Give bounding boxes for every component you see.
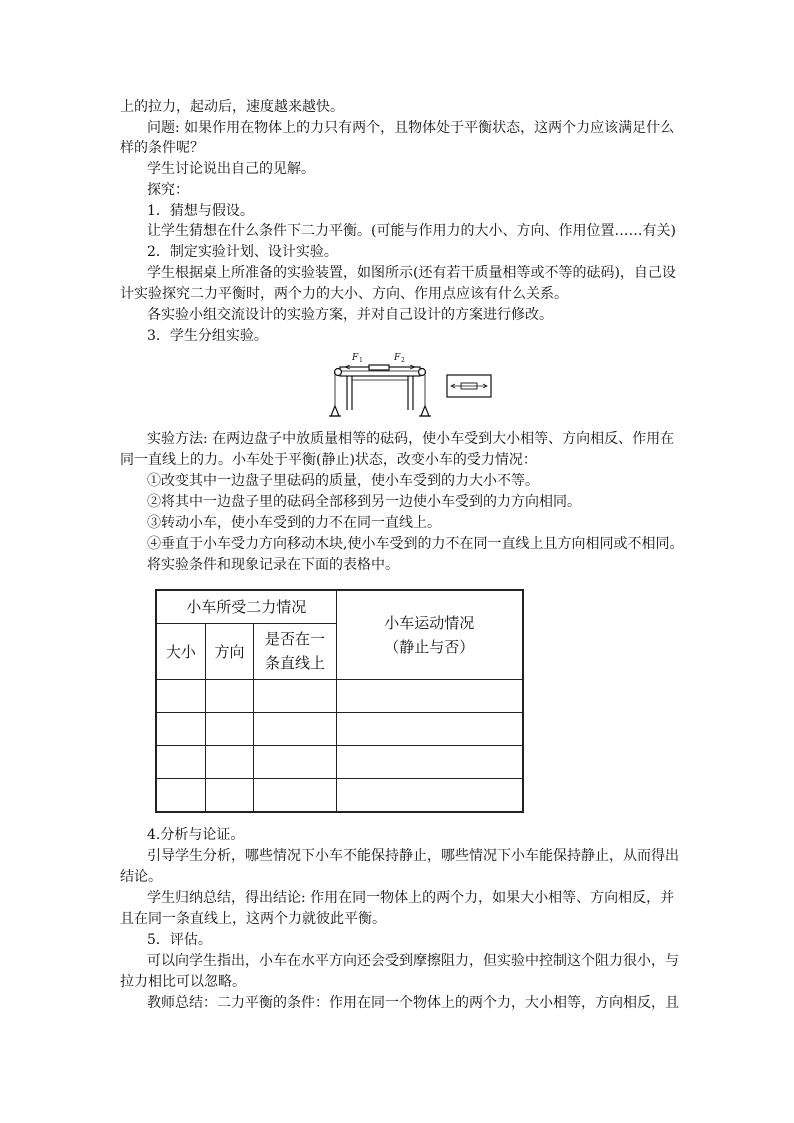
table-row: [156, 745, 523, 778]
force-label-f1-sub: 1: [359, 357, 363, 364]
table-cell: [205, 679, 254, 712]
table-cell: [156, 679, 205, 712]
list-item: ①改变其中一边盘子里砝码的质量，使小车受到的力大小不等。: [147, 473, 539, 489]
table-cell: [205, 778, 254, 812]
step-heading: 3．学生分组实验。: [147, 328, 268, 344]
list-item: ②将其中一边盘子里的砝码全部移到另一边使小车受到的力方向相同。: [147, 494, 581, 510]
force-label-f2-sub: 2: [401, 357, 405, 364]
paragraph: 上的拉力，起动后，速度越来越快。: [120, 99, 344, 115]
paragraph: 可以向学生指出，小车在水平方向还会受到摩擦阻力，但实验中控制这个阻力很小，与: [147, 953, 679, 969]
paragraph: 计实验探究二力平衡时，两个力的大小、方向、作用点应该有什么关系。: [120, 286, 568, 302]
force-label-f1: F: [352, 353, 359, 363]
force-label-f2: F: [394, 353, 401, 363]
table-cell: [156, 745, 205, 778]
paragraph: 同一直线上的力。小车处于平衡(静止)状态，改变小车的受力情况：: [120, 452, 537, 468]
section-label: 探究：: [147, 182, 189, 198]
record-table: [155, 589, 524, 813]
paragraph: 且在同一条直线上，这两个力就彼此平衡。: [120, 911, 386, 927]
table-header-size: 大小: [156, 623, 205, 679]
paragraph: 实验方法: 在两边盘子中放质量相等的砝码，使小车受到大小相等、方向相反、作用在: [147, 431, 675, 447]
paragraph: 引导学生分析，哪些情况下小车不能保持静止，哪些情况下小车能保持静止，从而得出: [147, 848, 679, 864]
table-cell: [254, 745, 336, 778]
table-row: [156, 679, 523, 712]
step-heading: 5．评估。: [147, 932, 212, 948]
table-header-motion-line1: 小车运动情况: [384, 613, 475, 632]
table-cell: [254, 712, 336, 745]
table-cell: [156, 712, 205, 745]
table-cell: [205, 712, 254, 745]
paragraph: 学生归纳总结，得出结论: 作用在同一物体上的两个力，如果大小相等、方向相反，并: [147, 890, 675, 906]
paragraph: 学生根据桌上所准备的实验装置，如图所示(还有若干质量相等或不等的砝码)，自己设: [147, 265, 676, 281]
table-cell: [336, 679, 523, 712]
paragraph: 结论。: [120, 869, 162, 885]
table-cell: [254, 679, 336, 712]
paragraph: 教师总结：二力平衡的条件：作用在同一个物体上的两个力，大小相等，方向相反，且: [147, 995, 679, 1011]
table-row: [156, 778, 523, 812]
table-cell: [156, 778, 205, 812]
table-header-line-1: 是否在一: [264, 630, 325, 648]
table-header-motion: [336, 590, 523, 679]
table-header-direction: 方向: [205, 623, 254, 679]
list-item: ④垂直于小车受力方向移动木块,使小车受到的力不在同一直线上且方向相同或不相同。: [147, 536, 684, 552]
step-heading: 4.分析与论证。: [147, 827, 245, 843]
paragraph: 问题: 如果作用在物体上的力只有两个，且物体处于平衡状态，这两个力应该满足什么: [147, 120, 675, 136]
table-header-line-2: 条直线上: [264, 654, 325, 672]
table-cell: [336, 712, 523, 745]
paragraph: 拉力相比可以忽略。: [120, 974, 246, 990]
table-cell: [336, 745, 523, 778]
table-cell: [336, 778, 523, 812]
paragraph: 让学生猜想在什么条件下二力平衡。(可能与作用力的大小、方向、作用位置……有关): [147, 223, 676, 239]
apparatus-figure: [325, 350, 495, 426]
table-header-motion-line2: （静止与否）: [384, 637, 475, 656]
step-heading: 2．制定实验计划、设计实验。: [147, 244, 338, 260]
paragraph: 将实验条件和现象记录在下面的表格中。: [147, 557, 399, 573]
table-cell: [254, 778, 336, 812]
table-cell: [205, 745, 254, 778]
table-header-line: [254, 623, 336, 679]
table-group-header: 小车所受二力情况: [156, 590, 336, 623]
list-item: ③转动小车，使小车受到的力不在同一直线上。: [147, 515, 441, 531]
paragraph: 各实验小组交流设计的实验方案，并对自己设计的方案进行修改。: [147, 307, 553, 323]
paragraph: 样的条件呢？: [120, 140, 204, 156]
table-row: [156, 712, 523, 745]
paragraph: 学生讨论说出自己的见解。: [147, 161, 315, 177]
step-heading: 1．猜想与假设。: [147, 203, 254, 219]
